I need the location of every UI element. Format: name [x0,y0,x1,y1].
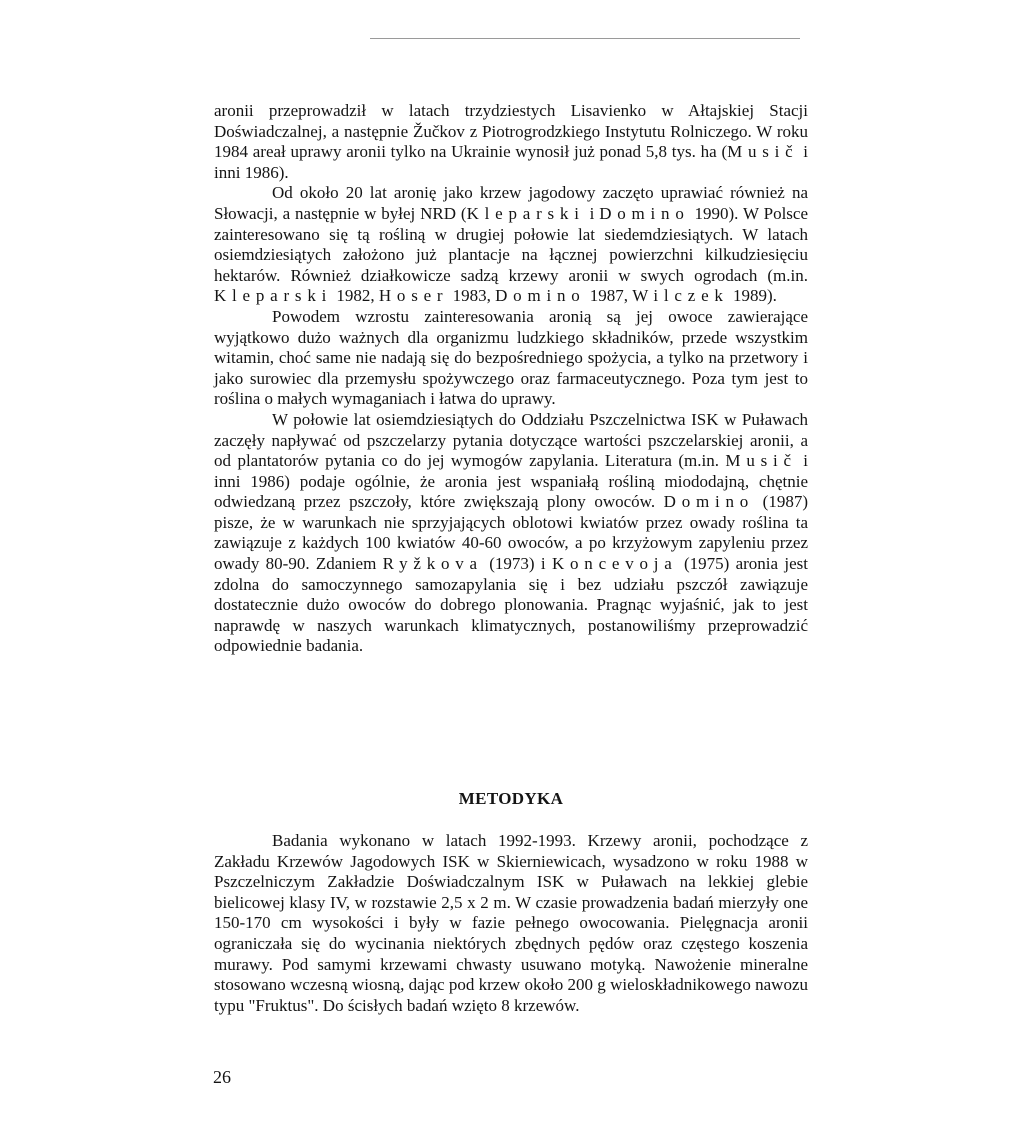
paragraph-2 [214,183,808,307]
paragraph-4 [214,410,808,657]
paragraph-2-year: 1982, [332,286,379,306]
author-citation: Domino [495,286,586,306]
author-citation: Koncevoja [551,554,678,574]
paragraph-2-text: 1990). W Polsce zainteresowano się tą rośliną w drugiej połowie lat siedemdziesiątych. W latach osiemdziesiątych założono już plantacje na łącznej powierzchni kilkudziesięciu hektarów. Również działkowicze sadzą krzewy aronii w swych ogrodach (m.in. [214,203,808,285]
section-heading-methods: METODYKA [458,789,564,808]
paragraph-4-text: (1987) pisze, że w warunkach nie sprzyjających oblotowi kwiatów przez owady roślina ta zawiązuje z każdych 100 kwiatów 40-60 owoców, a po krzyżowym zapyleniu przez owady 80-90. Zdaniem [214,492,808,574]
paragraph-2-text: Od około 20 lat aronię jako krzew jagodowy zaczęto uprawiać również na Słowacji, a następnie w byłej NRD ( [214,183,808,223]
paragraph-2-year: 1987, [585,286,633,306]
paragraph-1-tail: i inni 1986). [214,142,808,182]
methods-paragraph: Badania wykonano w latach 1992-1993. Krzewy aronii, pochodzące z Zakładu Krzewów Jagodowych ISK w Skierniewicach, wysadzono w roku 1988 w Pszczelniczym Zakładzie Doświadczalnym ISK w Puławach na lekkiej glebie bielicowej klasy IV, w rozstawie 2,5 x 2 m. W czasie prowadzenia badań mierzyły one 150-170 cm wysokości i były w fazie pełnego owocowania. Pielęgnacja aronii ograniczała się do wycinania niektórych zbędnych pędów oraz częstego koszenia murawy. Pod samymi krzewami chwasty usuwano motyką. Nawożenie mineralne stosowano wczesną wiosną, dając pod krzew około 200 g wieloskładnikowego nawozu typu "Fruktus". Do ścisłych badań wzięto 8 krzewów. [214,831,808,1015]
paragraph-2-year: 1983, [448,286,496,306]
author-citation: Hoser [378,286,449,306]
paragraph-2-year: 1989). [728,286,777,306]
paragraph-4-text: W połowie lat osiemdziesiątych do Oddziału Pszczelnictwa ISK w Puławach zaczęły napływać od pszczelarzy pytania dotyczące wartości pszczelarskiej aronii, a od plantatorów pytania co do jej wymogów zapylania. Literatura (m.in. [214,409,808,471]
paragraph-4-text: (1973) i [482,554,552,574]
author-citation: Kleparski [214,286,333,306]
paragraph-4-text: i inni 1986) podaje ogólnie, że aronia jest wspaniałą rośliną miododajną, chętnie odwiedzaną przez pszczoły, które zwiększają plony owoców. [214,451,808,512]
paragraph-2-conj: i [584,203,600,223]
paragraph-1 [214,101,808,183]
paragraph-4-text: (1975) aronia jest zdolna do samoczynnego samozapylania się i bez udziału pszczół zawiązuje dostatecznie dużo owoców do dobrego plonowania. Pragnąc wyjaśnić, jak to jest naprawdę w naszych warunkach klimatycznych, postanowiliśmy przeprowadzić odpowiednie badania. [214,554,809,656]
paragraph-3: Powodem wzrostu zainteresowania aronią są jej owoce zawierające wyjątkowo dużo ważnych dla organizmu ludzkiego składników, przede wszystkim witamin, choć same nie nadają się do bezpośredniego spożycia, a tylko na przetwory i jako surowiec dla przemysłu spożywczego oraz farmaceutycznego. Poza tym jest to roślina o małych wymaganiach i łatwa do uprawy. [214,306,808,409]
author-citation: Kleparski [466,203,585,223]
author-citation: Musič [727,142,799,162]
header-rule [370,38,800,39]
methods-section [214,831,808,1016]
author-citation: Domino [663,492,755,512]
author-citation: Ryžkova [382,554,483,574]
intro-section [214,101,808,657]
author-citation: Wilczek [632,286,729,306]
author-citation: Musič [725,451,797,471]
author-citation: Domino [599,203,690,223]
paragraph-1-text: aronii przeprowadził w latach trzydziestych Lisavienko w Ałtajskiej Stacji Doświadczalnej, a następnie Žučkov z Piotrogrodzkiego Instytutu Rolniczego. W roku 1984 areał uprawy aronii tylko na Ukrainie wynosił już ponad 5,8 tys. ha ( [214,101,808,162]
page-number: 26 [213,1067,231,1087]
